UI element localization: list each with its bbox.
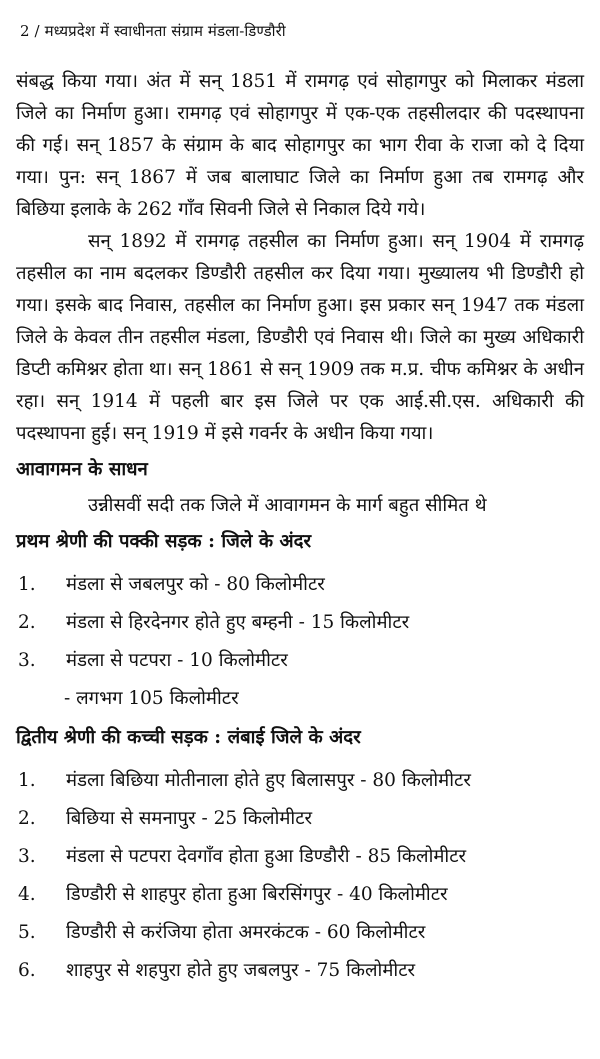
second-class-road-heading: द्वितीय श्रेणी की कच्ची सड़क : लंबाई जिले के अंदर <box>16 727 361 748</box>
list-item-number: 5. <box>18 922 36 943</box>
list-item <box>16 762 584 800</box>
paragraph-1: संबद्ध किया गया। अंत में सन् 1851 में रामगढ़ एवं सोहागपुर को मिलाकर मंडला जिले का निर्माण हुआ। रामगढ़ एवं सोहागपुर में एक-एक तहसीलदार की पदस्थापना की गई। सन् 1857 के संग्राम के बाद सोहागपुर का भाग रीवा के राजा को दे दिया गया। पुन: सन् 1867 में जब बालाघाट जिले का निर्माण हुआ तब रामगढ़ और बिछिया इलाके के 262 गाँव सिवनी जिले से निकाल दिये गये। <box>16 71 584 220</box>
list-item-text: शाहपुर से शहपुरा होते हुए जबलपुर - 75 किलोमीटर <box>66 960 416 981</box>
list-item-text: डिण्डौरी से करंजिया होता अमरकंटक - 60 किलोमीटर <box>66 922 426 943</box>
list-item <box>16 952 584 990</box>
section-heading-transport: आवागमन के साधन <box>16 459 148 480</box>
section-intro: उन्नीसवीं सदी तक जिले में आवागमन के मार्ग बहुत सीमित थे <box>88 495 487 516</box>
list-item-number: 3. <box>18 846 36 867</box>
list-item-number: 1. <box>18 574 36 595</box>
list-item-number: 1. <box>18 770 36 791</box>
list-item-number: 6. <box>18 960 36 981</box>
list-item-text: मंडला बिछिया मोतीनाला होते हुए बिलासपुर - 80 किलोमीटर <box>66 770 471 791</box>
list-item <box>16 800 584 838</box>
list-item <box>16 642 584 680</box>
list-item-text: डिण्डौरी से शाहपुर होता हुआ बिरसिंगपुर - 40 किलोमीटर <box>66 884 448 905</box>
list-item-text: मंडला से जबलपुर को - 80 किलोमीटर <box>66 574 325 595</box>
list-item-number: 3. <box>18 650 36 671</box>
list-item-text: बिछिया से समनापुर - 25 किलोमीटर <box>66 808 313 829</box>
list-item <box>16 566 584 604</box>
list-item <box>16 838 584 876</box>
second-class-road-list <box>16 762 584 990</box>
first-class-road-list <box>16 566 584 718</box>
running-header <box>20 18 584 44</box>
list-item-number: 2. <box>18 808 36 829</box>
header-title: मध्यप्रदेश में स्वाधीनता संग्राम मंडला-डिण्डौरी <box>44 22 286 40</box>
list-item <box>16 914 584 952</box>
list-item-text: मंडला से पटपरा देवगाँव होता हुआ डिण्डौरी - 85 किलोमीटर <box>66 846 467 867</box>
list-total-text: - लगभग 105 किलोमीटर <box>64 688 239 709</box>
list-total <box>16 680 584 718</box>
first-class-road-heading: प्रथम श्रेणी की पक्की सड़क : जिले के अंदर <box>16 531 312 552</box>
list-item-text: मंडला से पटपरा - 10 किलोमीटर <box>66 650 288 671</box>
paragraph-2: सन् 1892 में रामगढ़ तहसील का निर्माण हुआ। सन् 1904 में रामगढ़ तहसील का नाम बदलकर डिण्डौरी तहसील कर दिया गया। मुख्यालय भी डिण्डौरी हो गया। इसके बाद निवास, तहसील का निर्माण हुआ। इस प्रकार सन् 1947 तक मंडला जिले के केवल तीन तहसील मंडला, डिण्डौरी एवं निवास थी। जिले का मुख्य अधिकारी डिप्टी कमिश्नर होता था। सन् 1861 से सन् 1909 तक म.प्र. चीफ कमिश्नर के अधीन रहा। सन् 1914 में पहली बार इस जिले पर एक आई.सी.एस. अधिकारी की पदस्थापना हुई। सन् 1919 में इसे गवर्नर के अधीन किया गया। <box>16 231 584 444</box>
list-item-number: 2. <box>18 612 36 633</box>
list-item <box>16 876 584 914</box>
page-number: 2 <box>20 22 30 40</box>
header-separator: / <box>34 22 40 40</box>
list-item-text: मंडला से हिरदेनगर होते हुए बम्हनी - 15 किलोमीटर <box>66 612 410 633</box>
list-item <box>16 604 584 642</box>
list-item-number: 4. <box>18 884 36 905</box>
